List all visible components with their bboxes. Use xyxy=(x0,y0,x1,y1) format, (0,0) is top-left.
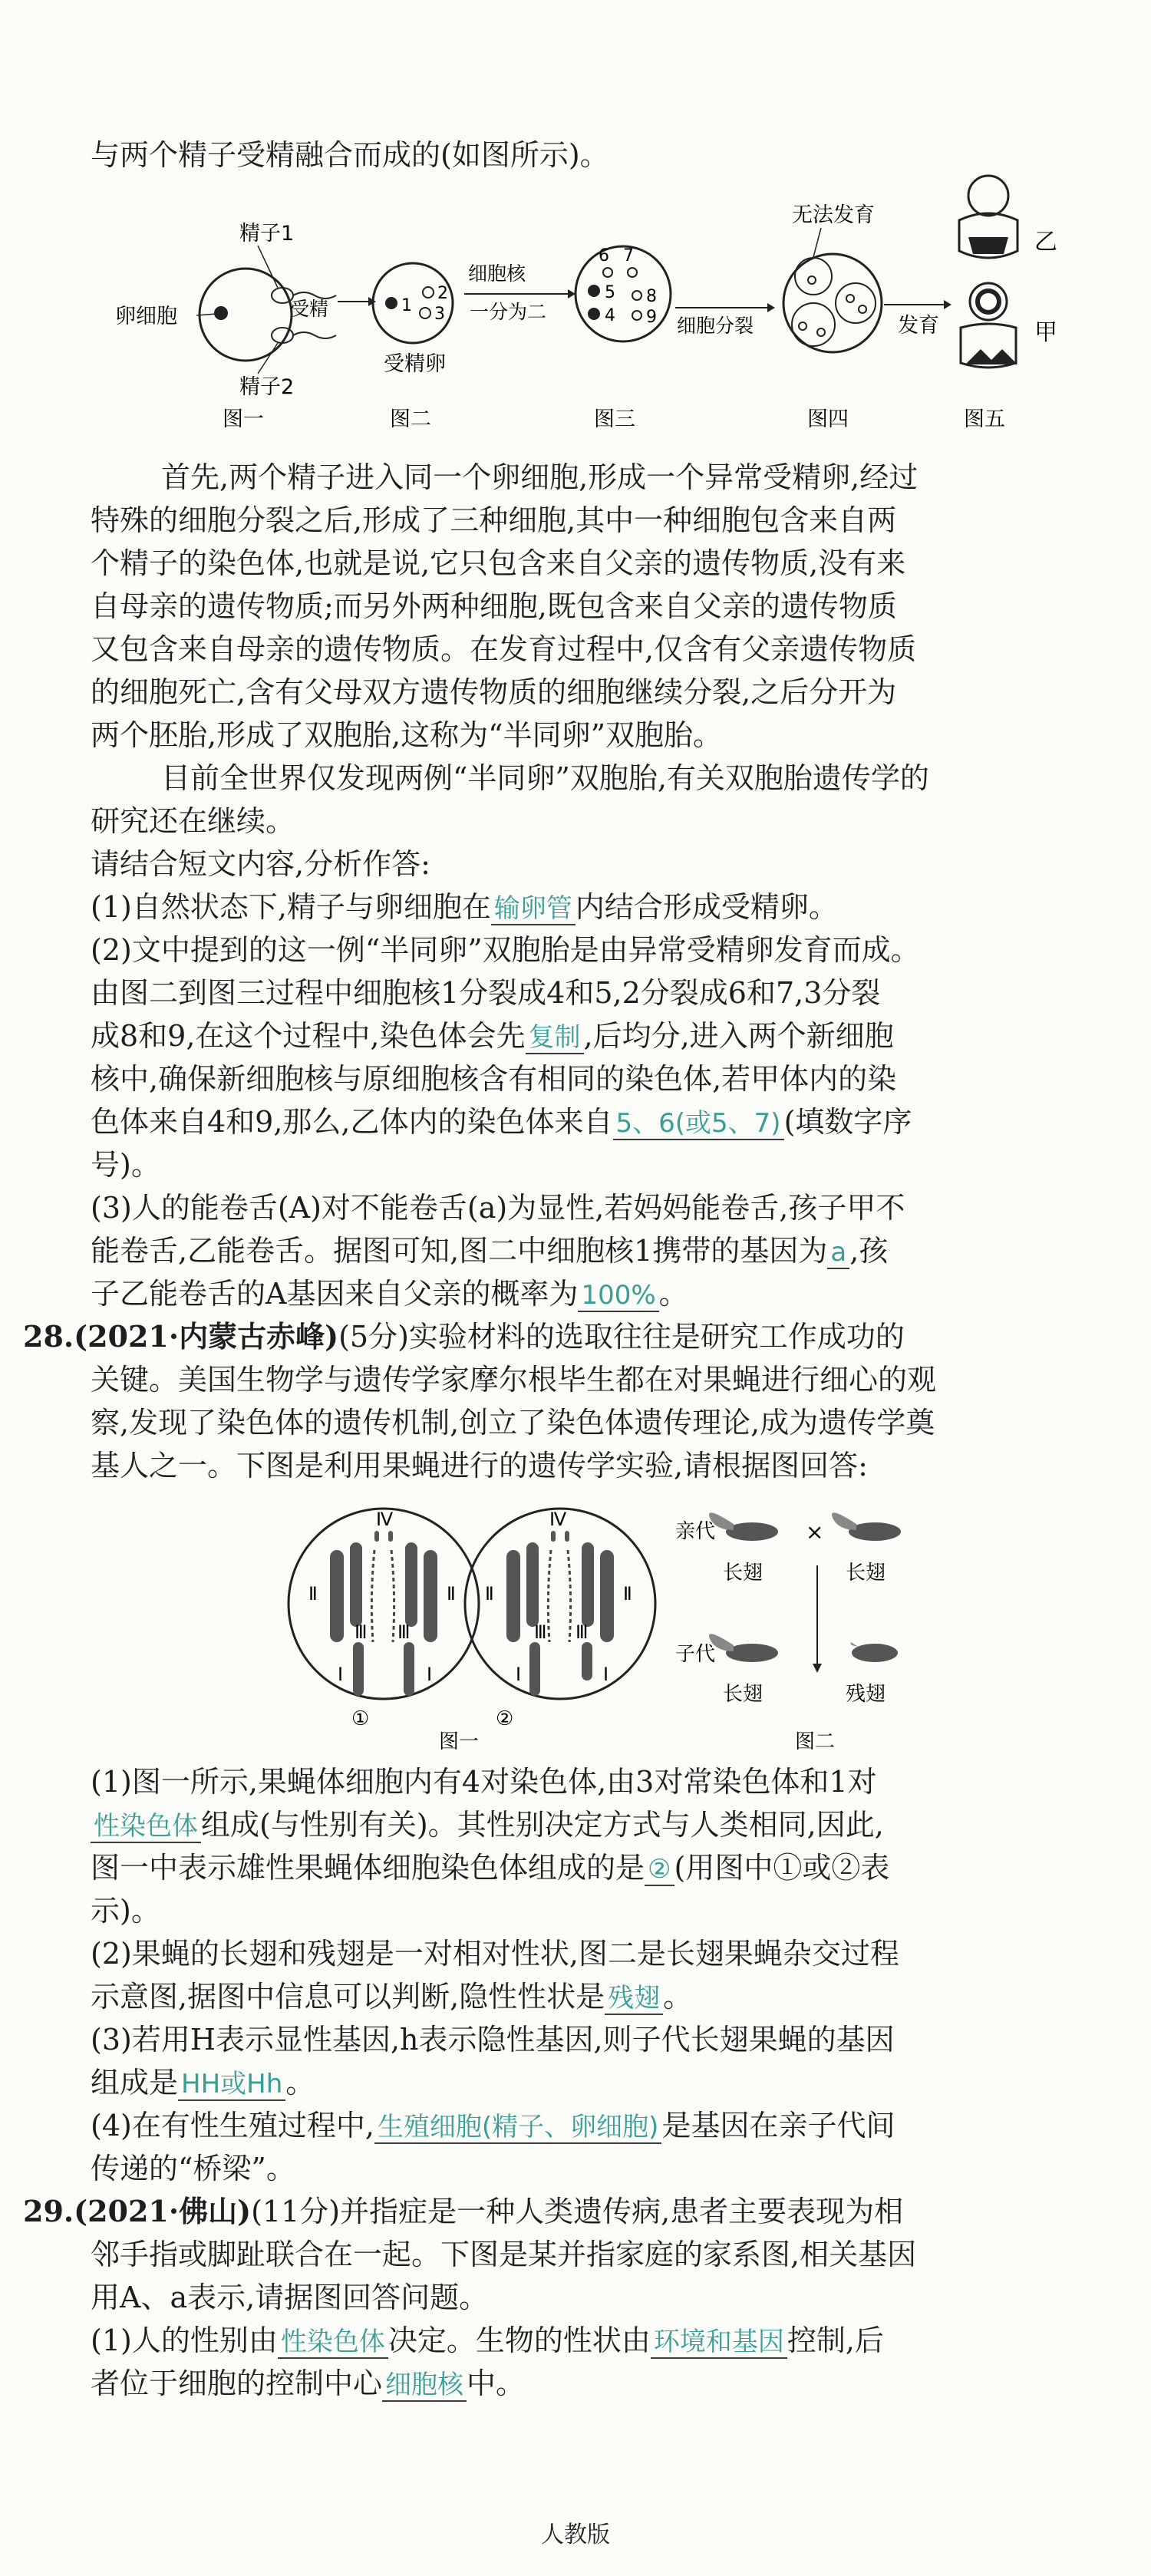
svg-text:Ⅰ: Ⅰ xyxy=(338,1664,344,1685)
para1-line-4: 自母亲的遗传物质;而另外两种细胞,既包含来自父亲的遗传物质 xyxy=(91,589,897,623)
para1-line-3: 个精子的染色体,也就是说,它只包含来自父亲的遗传物质,没有来 xyxy=(91,546,906,580)
q28-1-line-4: 示)。 xyxy=(91,1894,160,1928)
q29-answer-2: 环境和基因 xyxy=(651,2327,787,2359)
q2-line-4: 核中,确保新细胞核与原细胞核含有相同的染色体,若甲体内的染 xyxy=(91,1062,897,1096)
label-fertilized-egg: 受精卵 xyxy=(384,352,446,376)
q29-line-5: 者位于细胞的控制中心 细胞核 中。 xyxy=(91,2367,526,2400)
baby-jia-icon xyxy=(961,283,1017,368)
q29-line-3: 用A、a表示,请据图回答问题。 xyxy=(91,2281,489,2314)
para1-line-5: 又包含来自母亲的遗传物质。在发育过程中,仅含有父亲遗传物质 xyxy=(91,632,917,666)
q28-1-answer-1: 性染色体 xyxy=(91,1811,201,1843)
svg-text:Ⅳ: Ⅳ xyxy=(376,1509,394,1530)
label-sperm2: 精子2 xyxy=(239,375,295,399)
q29-number: 29. xyxy=(23,2194,74,2228)
q28-4-line-2: 传递的“桥梁”。 xyxy=(91,2152,295,2185)
q2-line-5: 色体来自4和9,那么,乙体内的染色体来自 5、6(或5、7) (填数字序 xyxy=(91,1105,912,1139)
q28-2-line-2: 示意图,据图中信息可以判断,隐性性状是 残翅 。 xyxy=(91,1980,693,2014)
q1-line: (1)自然状态下,精子与卵细胞在 输卵管 内结合形成受精卵。 xyxy=(91,890,838,924)
q28-1-line-2: 性染色体 组成(与性别有关)。其性别决定方式与人类相同,因此, xyxy=(91,1806,1111,1845)
caption-2-fig1: 图一 xyxy=(439,1730,480,1750)
egg-nucleus xyxy=(214,306,228,320)
label-child-short: 残翅 xyxy=(846,1683,886,1706)
label-cross: × xyxy=(806,1519,824,1545)
q28-line-2: 关键。美国生物学与遗传学家摩尔根毕生都在对果蝇进行细心的观 xyxy=(91,1363,937,1397)
label-jia: 甲 xyxy=(1034,319,1057,346)
fly-child-2-icon xyxy=(850,1642,898,1662)
svg-text:7: 7 xyxy=(623,246,634,266)
q3-answer-2: 100% xyxy=(578,1280,658,1312)
q28-line-3: 察,发现了染色体的遗传机制,创立了染色体遗传理论,成为遗传学奠 xyxy=(91,1406,935,1440)
q29-answer-3: 细胞核 xyxy=(382,2370,467,2402)
para1-line-1: 首先,两个精子进入同一个卵细胞,形成一个异常受精卵,经过 xyxy=(161,460,918,494)
caption-fig1: 图一 xyxy=(223,407,264,431)
svg-text:Ⅲ: Ⅲ xyxy=(576,1621,589,1643)
label-fertilize: 受精 xyxy=(290,298,329,320)
label-nucleus: 细胞核 xyxy=(468,262,526,285)
svg-text:6: 6 xyxy=(599,246,609,266)
caption-fig3: 图三 xyxy=(594,407,635,431)
label-split: 一分为二 xyxy=(470,301,547,323)
q2-line-2: 由图二到图三过程中细胞核1分裂成4和5,2分裂成6和7,3分裂 xyxy=(91,976,881,1010)
svg-text:3: 3 xyxy=(434,305,445,324)
label-circle-1: ① xyxy=(351,1707,370,1730)
svg-text:Ⅲ: Ⅲ xyxy=(534,1621,547,1643)
para2-line-1: 目前全世界仅发现两例“半同卵”双胞胎,有关双胞胎遗传学的 xyxy=(161,761,929,795)
caption-fig2: 图二 xyxy=(390,407,431,431)
sperm-2-icon xyxy=(272,328,336,343)
q3-line-2: 能卷舌,乙能卷舌。据图可知,图二中细胞核1携带的基因为 a ,孩 xyxy=(91,1234,889,1268)
svg-text:Ⅱ: Ⅱ xyxy=(623,1583,632,1605)
q29-line-1: 29.(2021·佛山)(11分)并指症是一种人类遗传病,患者主要表现为相 xyxy=(23,2194,904,2228)
q3-line-1: (3)人的能卷舌(A)对不能卷舌(a)为显性,若妈妈能卷舌,孩子甲不 xyxy=(91,1191,905,1225)
para1-line-7: 两个胚胎,形成了双胞胎,这称为“半同卵”双胞胎。 xyxy=(91,718,723,752)
footer: 人教版 xyxy=(541,2522,610,2548)
caption-2-fig2: 图二 xyxy=(795,1730,836,1750)
q28-source: (2021·内蒙古赤峰) xyxy=(74,1319,339,1354)
svg-text:4: 4 xyxy=(605,306,615,325)
q28-1-line-3: 图一中表示雄性果蝇体细胞染色体组成的是 ② (用图中①或②表 xyxy=(91,1851,890,1885)
q29-source: (2021·佛山) xyxy=(74,2194,252,2228)
q1-answer: 输卵管 xyxy=(491,893,576,925)
label-circle-2: ② xyxy=(496,1707,514,1730)
fly-parent-1-icon xyxy=(709,1512,778,1541)
fly-parent-2-icon xyxy=(832,1512,901,1541)
svg-text:Ⅲ: Ⅲ xyxy=(397,1621,411,1643)
svg-text:8: 8 xyxy=(646,287,657,306)
svg-text:Ⅳ: Ⅳ xyxy=(549,1509,567,1530)
prompt-line: 请结合短文内容,分析作答: xyxy=(91,847,430,881)
q2-line-1: (2)文中提到的这一例“半同卵”双胞胎是由异常受精卵发育而成。 xyxy=(91,933,920,967)
baby-yi-icon xyxy=(959,176,1017,258)
q29-answer-1: 性染色体 xyxy=(278,2327,388,2359)
svg-text:2: 2 xyxy=(437,284,448,303)
cell-cluster xyxy=(783,254,882,352)
q28-line-1: 28.(2021·内蒙古赤峰)(5分)实验材料的选取往往是研究工作成功的 xyxy=(23,1319,905,1354)
label-egg: 卵细胞 xyxy=(115,305,177,328)
label-parent-long-2: 长翅 xyxy=(846,1562,886,1585)
para1-line-2: 特殊的细胞分裂之后,形成了三种细胞,其中一种细胞包含来自两 xyxy=(91,503,897,537)
q2-line-6: 号)。 xyxy=(91,1148,160,1182)
svg-text:Ⅱ: Ⅱ xyxy=(308,1583,318,1605)
q28-3-line-1: (3)若用H表示显性基因,h表示隐性基因,则子代长翅果蝇的基因 xyxy=(91,2023,895,2057)
label-fail: 无法发育 xyxy=(792,203,875,227)
q3-answer-1: a xyxy=(827,1237,849,1269)
q28-1-line-1: (1)图一所示,果蝇体细胞内有4对染色体,由3对常染色体和1对 xyxy=(91,1765,877,1799)
fertilized-egg xyxy=(373,263,453,343)
svg-text:1: 1 xyxy=(401,296,412,315)
q29-line-4: (1)人的性别由 性染色体 决定。生物的性状由 环境和基因 控制,后 xyxy=(91,2324,884,2357)
q28-2-answer: 残翅 xyxy=(605,1983,663,2015)
q28-4-line-1: (4)在有性生殖过程中, 生殖细胞(精子、卵细胞) 是基因在亲子代间 xyxy=(91,2109,895,2142)
para1-line-6: 的细胞死亡,含有父母双方遗传物质的细胞继续分裂,之后分开为 xyxy=(91,675,897,709)
q28-3-line-2: 组成是 HH或Hh 。 xyxy=(91,2066,315,2099)
caption-fig5: 图五 xyxy=(964,407,1005,431)
q2-answer-2: 5、6(或5、7) xyxy=(613,1108,784,1140)
q28-line-4: 基人之一。下图是利用果蝇进行的遗传学实验,请根据图回答: xyxy=(91,1449,868,1483)
svg-text:Ⅱ: Ⅱ xyxy=(447,1583,456,1605)
q2-line-3: 成8和9,在这个过程中,染色体会先 复制 ,后均分,进入两个新细胞 xyxy=(91,1019,894,1053)
svg-text:Ⅲ: Ⅲ xyxy=(355,1621,368,1643)
label-develop: 发育 xyxy=(898,314,939,338)
fly-child-1-icon xyxy=(709,1634,778,1662)
label-parent-long-1: 长翅 xyxy=(723,1562,763,1585)
q28-1-answer-2: ② xyxy=(645,1854,674,1886)
svg-text:9: 9 xyxy=(646,308,657,327)
q3-line-3: 子乙能卷舌的A基因来自父亲的概率为 100% 。 xyxy=(91,1277,688,1311)
q28-3-answer: HH或Hh xyxy=(178,2069,285,2101)
drosophila-diagram xyxy=(276,1489,967,1750)
label-yi: 乙 xyxy=(1034,229,1057,256)
svg-text:5: 5 xyxy=(605,283,615,302)
fertilization-diagram xyxy=(107,173,1074,449)
q28-4-answer: 生殖细胞(精子、卵细胞) xyxy=(374,2112,662,2144)
q2-answer-1: 复制 xyxy=(526,1022,584,1054)
svg-text:Ⅰ: Ⅰ xyxy=(603,1664,609,1685)
label-parent: 亲代 xyxy=(675,1520,716,1543)
q28-2-line-1: (2)果蝇的长翅和残翅是一对相对性状,图二是长翅果蝇杂交过程 xyxy=(91,1937,899,1971)
q29-line-2: 邻手指或脚趾联合在一起。下图是某并指家庭的家系图,相关基因 xyxy=(91,2238,917,2271)
label-child-long: 长翅 xyxy=(723,1683,763,1706)
q28-number: 28. xyxy=(23,1319,74,1354)
label-sperm1: 精子1 xyxy=(239,222,295,246)
caption-fig4: 图四 xyxy=(807,407,849,431)
svg-text:Ⅰ: Ⅰ xyxy=(427,1664,433,1685)
intro-line: 与两个精子受精融合而成的(如图所示)。 xyxy=(91,138,609,172)
label-division: 细胞分裂 xyxy=(677,315,754,337)
label-child: 子代 xyxy=(675,1643,716,1666)
para2-line-2: 研究还在继续。 xyxy=(91,804,295,838)
svg-text:Ⅰ: Ⅰ xyxy=(516,1664,522,1685)
svg-text:Ⅱ: Ⅱ xyxy=(485,1583,494,1605)
